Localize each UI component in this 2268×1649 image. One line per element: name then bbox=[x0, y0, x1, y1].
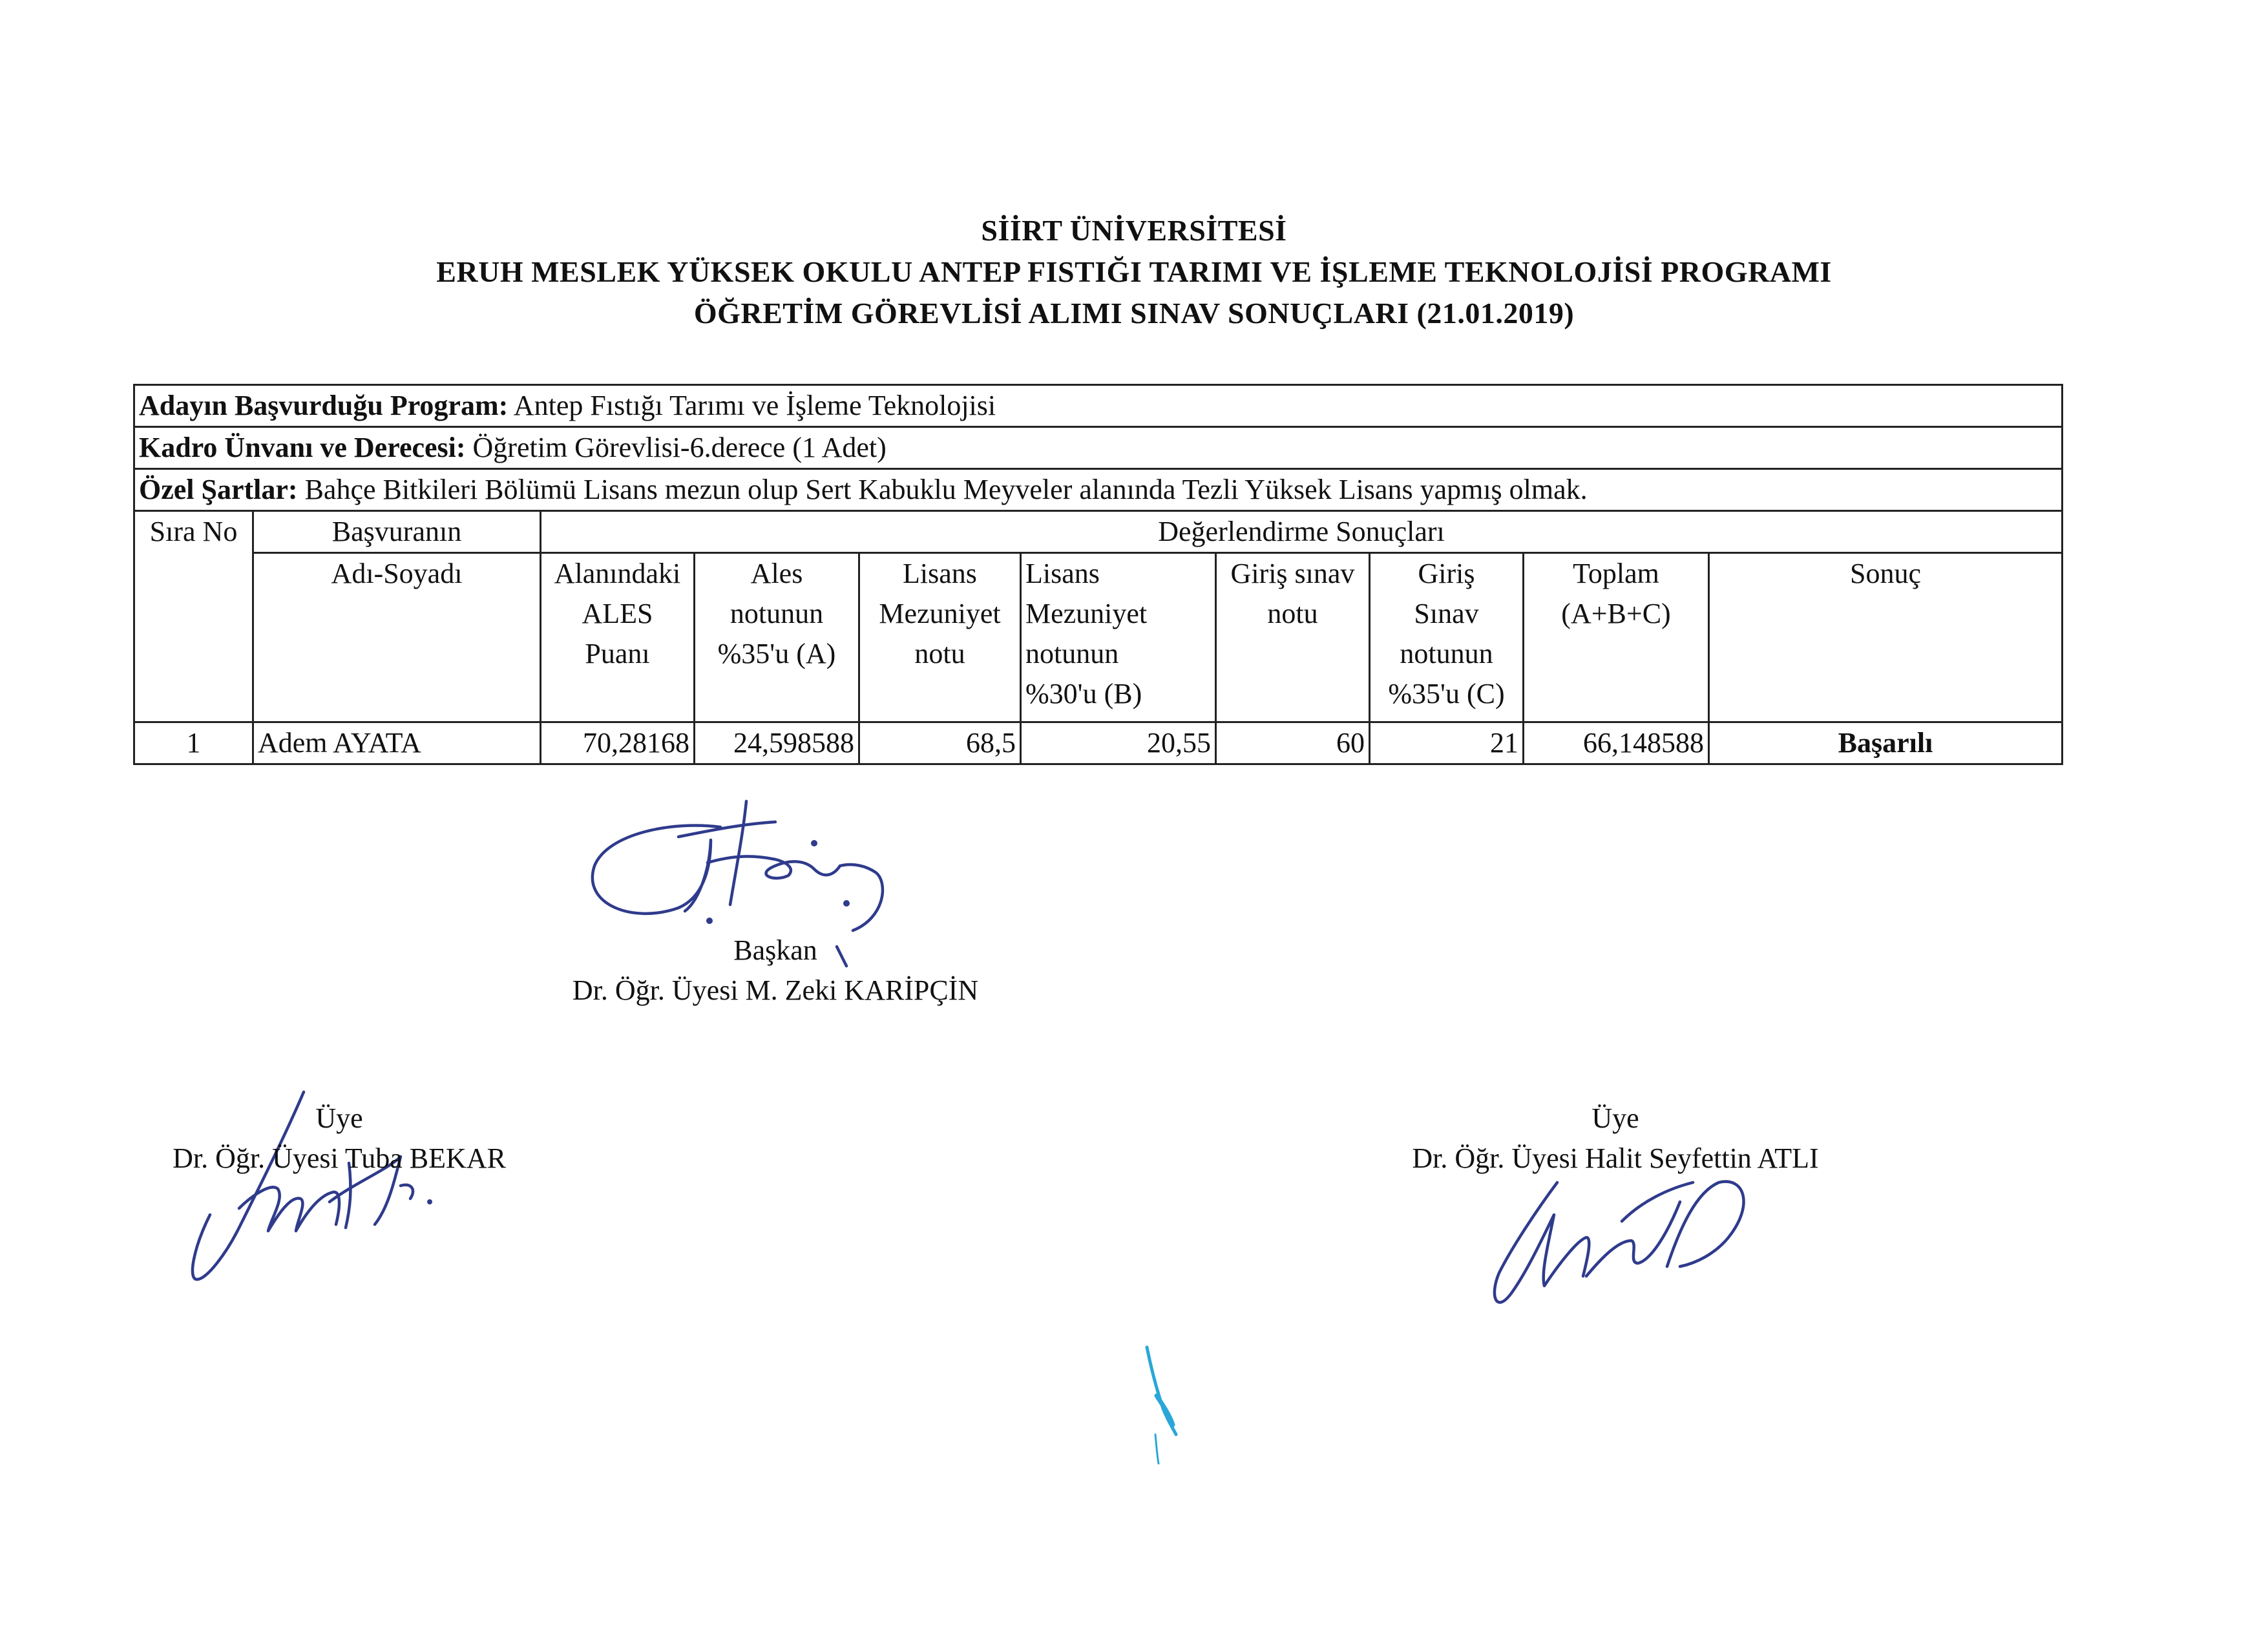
member2-block bbox=[1357, 1098, 1874, 1179]
col-sira-no: Sıra No bbox=[134, 511, 253, 722]
col-ales bbox=[541, 553, 695, 722]
col-giris35-line: Giriş bbox=[1418, 558, 1475, 589]
cell-giris35: 21 bbox=[1370, 722, 1524, 764]
table-row bbox=[134, 722, 2063, 764]
col-sonuc: Sonuç bbox=[1709, 553, 2063, 722]
cell-ales35: 24,598588 bbox=[695, 722, 859, 764]
member1-role: Üye bbox=[315, 1102, 363, 1134]
col-ales35-line: notunun bbox=[730, 598, 824, 629]
member1-name: Dr. Öğr. Üyesi Tuba BEKAR bbox=[173, 1142, 506, 1174]
cell-lisans30: 20,55 bbox=[1021, 722, 1216, 764]
col-giris35-line: Sınav bbox=[1414, 598, 1479, 629]
document-header bbox=[0, 210, 2268, 334]
col-giris35 bbox=[1370, 553, 1524, 722]
kadro-value: Öğretim Görevlisi-6.derece (1 Adet) bbox=[465, 432, 887, 463]
col-lisans30-line: Mezuniyet bbox=[1025, 598, 1148, 629]
col-lisans-line: Lisans bbox=[903, 558, 977, 589]
col-toplam-line: (A+B+C) bbox=[1561, 598, 1671, 629]
col-name: Adı-Soyadı bbox=[253, 553, 541, 722]
program-value: Antep Fıstığı Tarımı ve İşleme Teknolojisi bbox=[508, 390, 996, 421]
col-giris-line: Giriş sınav bbox=[1230, 558, 1355, 589]
col-ales-line: ALES bbox=[582, 598, 653, 629]
cell-name: Adem AYATA bbox=[253, 722, 541, 764]
col-giris35-line: notunun bbox=[1400, 638, 1493, 669]
ink-mark bbox=[1137, 1344, 1189, 1467]
col-toplam-line: Toplam bbox=[1573, 558, 1659, 589]
cell-ales: 70,28168 bbox=[541, 722, 695, 764]
program-label: Adayın Başvurduğu Program: bbox=[139, 390, 509, 421]
cell-giris: 60 bbox=[1216, 722, 1370, 764]
cell-sonuc: Başarılı bbox=[1709, 722, 2063, 764]
col-ales35-line: Ales bbox=[750, 558, 803, 589]
ozel-sartlar-row bbox=[134, 469, 2063, 511]
results-table bbox=[133, 384, 2063, 765]
university-title: SİİRT ÜNİVERSİTESİ bbox=[981, 214, 1287, 247]
cell-toplam: 66,148588 bbox=[1524, 722, 1709, 764]
school-program-title: ERUH MESLEK YÜKSEK OKULU ANTEP FISTIĞI TARIMI VE İŞLEME TEKNOLOJİSİ PROGRAMI bbox=[436, 255, 1832, 288]
col-ales35-line: %35'u (A) bbox=[717, 638, 836, 669]
cell-sira: 1 bbox=[134, 722, 253, 764]
col-giris35-line: %35'u (C) bbox=[1388, 678, 1505, 709]
chair-role: Başkan bbox=[733, 934, 817, 966]
exam-results-title: ÖĞRETİM GÖREVLİSİ ALIMI SINAV SONUÇLARI (21.01.2019) bbox=[693, 297, 1575, 330]
kadro-row bbox=[134, 427, 2063, 469]
col-lisans30-line: notunun bbox=[1025, 638, 1119, 669]
col-lisans-line: Mezuniyet bbox=[879, 598, 1001, 629]
col-ales-line: Alanındaki bbox=[554, 558, 681, 589]
group-results: Değerlendirme Sonuçları bbox=[541, 511, 2063, 553]
col-lisans30-line: Lisans bbox=[1025, 558, 1100, 589]
col-lisans-line: notu bbox=[914, 638, 965, 669]
member2-name: Dr. Öğr. Üyesi Halit Seyfettin ATLI bbox=[1412, 1142, 1819, 1174]
ozel-label: Özel Şartlar: bbox=[139, 474, 298, 505]
ozel-value: Bahçe Bitkileri Bölümü Lisans mezun olup Sert Kabuklu Meyveler alanında Tezli Yüksek Lisans yapmış olmak. bbox=[297, 474, 1588, 505]
kadro-label: Kadro Ünvanı ve Derecesi: bbox=[139, 432, 466, 463]
col-giris-line: notu bbox=[1267, 598, 1318, 629]
col-lisans bbox=[859, 553, 1021, 722]
program-row bbox=[134, 385, 2063, 427]
member1-block bbox=[129, 1098, 549, 1179]
chair-block bbox=[517, 930, 1034, 1011]
member2-role: Üye bbox=[1591, 1102, 1639, 1134]
group-applicant: Başvuranın bbox=[253, 511, 541, 553]
col-giris bbox=[1216, 553, 1370, 722]
cell-lisans: 68,5 bbox=[859, 722, 1021, 764]
col-lisans30-line: %30'u (B) bbox=[1025, 678, 1142, 709]
col-ales-line: Puanı bbox=[585, 638, 650, 669]
col-ales35 bbox=[695, 553, 859, 722]
col-lisans30 bbox=[1021, 553, 1216, 722]
chair-name: Dr. Öğr. Üyesi M. Zeki KARİPÇİN bbox=[572, 974, 979, 1006]
col-toplam bbox=[1524, 553, 1709, 722]
